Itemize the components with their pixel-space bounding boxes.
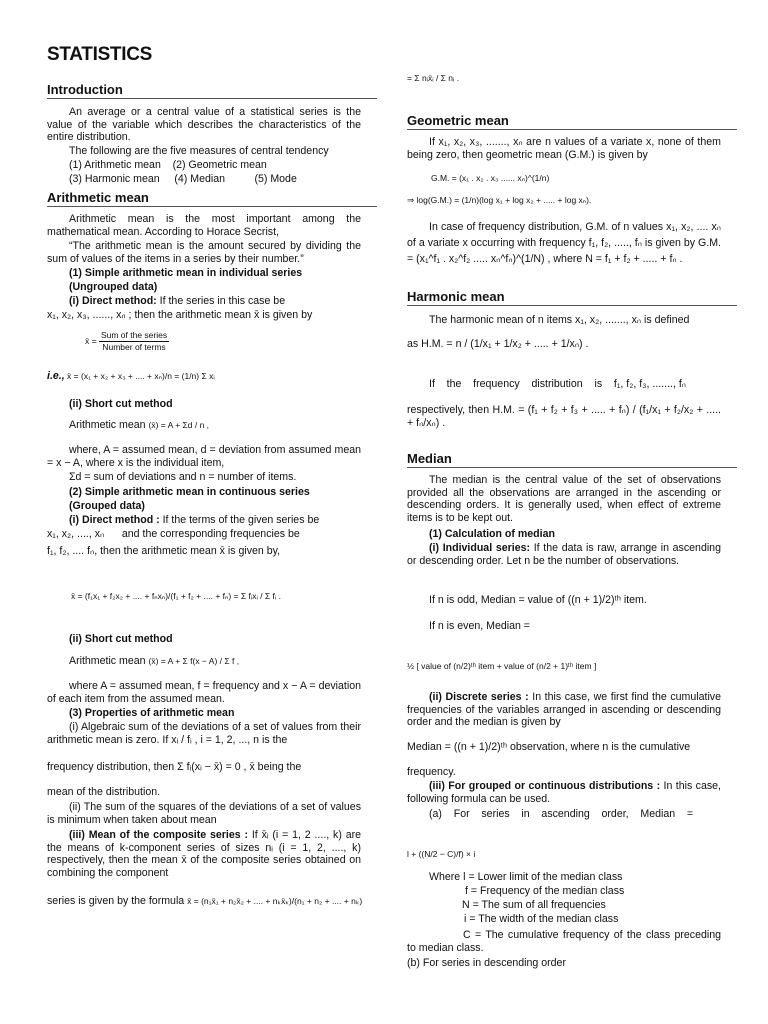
intro-measures-intro: The following are the five measures of central tendency bbox=[69, 145, 329, 157]
section-1-title: (1) Simple arithmetic mean in individual series bbox=[69, 267, 303, 279]
section-2-subtitle: (Grouped data) bbox=[69, 500, 145, 512]
ie-label: i.e., bbox=[47, 370, 65, 382]
discrete-series-label: (ii) Discrete series : bbox=[429, 691, 529, 703]
individual-series-text: If the data is raw, arrange in ascending or descending order. Let n be the number of observations. bbox=[407, 542, 721, 567]
am-quote: “The arithmetic mean is the amount secured by dividing the sum of values of the items in a series by their number.” bbox=[47, 240, 361, 265]
direct-method-2-vars: x₁, x₂, ...., xₙ and the corresponding frequencies be bbox=[47, 528, 300, 540]
direct-method-2-line bbox=[69, 514, 361, 527]
median-paragraph: The median is the central value of the set of observations provided all the observations are arranged in the ascending or descending orders. It is generally used, when effect of extreme items is to be kept out. bbox=[407, 474, 721, 524]
property-2: (ii) The sum of the squares of the deviations of a set of values is minimum when taken about mean bbox=[47, 801, 361, 826]
composite-formula-continued: = Σ nᵢx̄ᵢ / Σ nᵢ . bbox=[407, 73, 460, 83]
direct-method-vars: x₁, x₂, x₃, ......, xₙ ; then the arithmetic mean x̄ is given by bbox=[47, 309, 313, 321]
discrete-median-end: frequency. bbox=[407, 766, 456, 778]
discrete-series-text: In this case, we first find the cumulative frequencies of the variables arranged in ascending or descending order and the median is given by bbox=[407, 691, 721, 729]
property-1c: Σ fᵢ(xᵢ − x̄) = 0 , x̄ being the bbox=[177, 761, 302, 773]
gm-frequency-paragraph: In case of frequency distribution, G.M. of n values x₁, x₂, .... xₙ of a variate x occurring with frequency f₁, f₂, ....., fₙ is given by G.M. = (x₁^f₁ . x₂^f₂ ..... xₙ^fₙ)^(1/N) , where N = f₁ + f₂ + ..... + fₙ . bbox=[407, 221, 721, 265]
hm-frequency-formula: respectively, then H.M. = (f₁ + f₂ + f₃ + ..... + fₙ) / (f₁/x₁ + f₂/x₂ + ..... + fₙ/xₙ) . bbox=[407, 404, 721, 429]
ie-formula-text: x̄ = (x₁ + x₂ + x₃ + .... + xₙ)/n = (1/n) Σ xᵢ bbox=[67, 371, 215, 381]
hm-formula: as H.M. = n / (1/x₁ + 1/x₂ + ..... + 1/xₙ) . bbox=[407, 338, 589, 350]
am-heading: Arithmetic mean bbox=[47, 192, 377, 207]
property-3 bbox=[47, 829, 361, 879]
gm-heading: Geometric mean bbox=[407, 115, 737, 130]
sum-formula: x̄ = $\frac{\text{Sum of the series}}{\text{Number of terms}}$ bbox=[85, 330, 168, 352]
property-3-text: If x̄ᵢ (i = 1, 2 ...., k) are the means of k-component series of sizes nᵢ (i = 1, 2, ...., k) respectively, then the mean x̄ of the composite series obtained on combining the component bbox=[47, 829, 362, 879]
gm-log-formula: ⇒ log(G.M.) = (1/n)(log x₁ + log x₂ + ..... + log xₙ). bbox=[407, 195, 592, 205]
am-formula-label: Arithmetic mean bbox=[69, 419, 146, 431]
hm-heading: Harmonic mean bbox=[407, 291, 737, 306]
individual-series-label: (i) Individual series: bbox=[429, 542, 530, 554]
property-1d: mean of the distribution. bbox=[47, 786, 161, 798]
property-1-formula-line bbox=[47, 761, 361, 774]
where-cumulative-frequency: C = The cumulative frequency of the class preceding to median class. bbox=[407, 929, 721, 954]
individual-series bbox=[407, 542, 721, 567]
section-3-title: (3) Properties of arithmetic mean bbox=[69, 707, 235, 719]
short-cut-1-title: (ii) Short cut method bbox=[69, 398, 173, 410]
odd-median bbox=[429, 594, 647, 607]
where-sum-deviations: Σd = sum of deviations and n = number of items. bbox=[69, 471, 297, 483]
where-lower-limit: Where l = Lower limit of the median class bbox=[429, 871, 623, 883]
property-3-label: (iii) Mean of the composite series : bbox=[69, 829, 248, 841]
am-2-formula-label: Arithmetic mean bbox=[69, 655, 146, 667]
grouped-median bbox=[407, 780, 721, 805]
discrete-median-formula: Median = ((n + 1)/2)ᵗʰ observation, where n is the cumulative bbox=[407, 741, 691, 753]
where-frequency: where A = assumed mean, f = frequency and x − A = deviation of each item from the assumed mean. bbox=[47, 680, 361, 705]
gm-paragraph: If x₁, x₂, x₃, ......., xₙ are n values of a variate x, none of them being zero, then geometric mean (G.M.) is given by bbox=[407, 136, 721, 161]
even-median-text: If n is even, Median = bbox=[429, 620, 530, 632]
property-3-formula-line bbox=[47, 895, 361, 908]
odd-median-text: If n is odd, Median = value of bbox=[429, 594, 565, 606]
where-frequency-median: f = Frequency of the median class bbox=[465, 885, 625, 897]
direct-method-2-freq: f₁, f₂, .... fₙ, then the arithmetic mean x̄ is given by, bbox=[47, 545, 281, 557]
section-2-title: (2) Simple arithmetic mean in continuous series bbox=[69, 486, 310, 498]
property-3-end: series is given by the formula bbox=[47, 895, 185, 907]
direct-method-2-label: (i) Direct method : bbox=[69, 514, 160, 526]
composite-formula: x̄ = (n₁x̄₁ + n₂x̄₂ + .... + nₖx̄ₖ)/(n₁ + n₂ + .... + nₖ) bbox=[187, 896, 363, 906]
gm-formula: G.M. = (x₁ . x₂ . x₃ ...... xₙ)^(1/n) bbox=[431, 173, 550, 183]
grouped-median-text: In this case, following formula can be used. bbox=[407, 780, 722, 805]
short-cut-2-title: (ii) Short cut method bbox=[69, 633, 173, 645]
discrete-series bbox=[407, 691, 721, 729]
ie-formula bbox=[47, 370, 215, 383]
odd-median-formula: ((n + 1)/2)ᵗʰ item. bbox=[567, 594, 647, 606]
grouped-median-label: (iii) For grouped or continuous distributions : bbox=[429, 780, 661, 792]
am-formula-expr: (x̄) = A + Σd / n , bbox=[148, 420, 210, 430]
median-heading: Median bbox=[407, 453, 737, 468]
ascending-order-text: (a) For series in ascending order, Median = bbox=[429, 808, 694, 820]
where-sum-frequencies: N = The sum of all frequencies bbox=[462, 899, 606, 911]
page-title: STATISTICS bbox=[47, 44, 153, 65]
direct-method-text: If the series in this case be bbox=[159, 295, 286, 307]
am-shortcut-2-formula bbox=[69, 655, 239, 668]
am-shortcut-formula bbox=[69, 419, 209, 432]
direct-method-2-text: If the terms of the given series be bbox=[162, 514, 320, 526]
sum-formula-numerator: Sum of the series bbox=[100, 330, 168, 340]
hm-frequency-line: If the frequency distribution is f₁, f₂, f₃, ......., fₙ bbox=[429, 378, 687, 390]
measures-line-2: (3) Harmonic mean (4) Median (5) Mode bbox=[69, 173, 297, 185]
section-1-subtitle: (Ungrouped data) bbox=[69, 281, 158, 293]
direct-method-label: (i) Direct method: bbox=[69, 295, 157, 307]
ascending-median-formula: l + ((N/2 − C)/f) × i bbox=[407, 849, 476, 859]
property-1: (i) Algebraic sum of the deviations of a set of values from their arithmetic mean is zero. If xᵢ / fᵢ , i = 1, 2, ..., n is the bbox=[47, 721, 361, 746]
intro-paragraph: An average or a central value of a statistical series is the value of the variable which describes the characteristics of the entire distribution. bbox=[47, 106, 361, 144]
property-1b: frequency distribution, then bbox=[47, 761, 175, 773]
calc-median-title: (1) Calculation of median bbox=[429, 528, 555, 540]
hm-paragraph: The harmonic mean of n items x₁, x₂, ......., xₙ is defined bbox=[429, 314, 690, 326]
where-assumed-mean: where, A = assumed mean, d = deviation from assumed mean = x − A, where x is the individual item, bbox=[47, 444, 361, 469]
even-median-formula: ½ [ value of (n/2)ᵗʰ item + value of (n/2 + 1)ᵗʰ item ] bbox=[407, 661, 597, 671]
am-paragraph: Arithmetic mean is the most important among the mathematical mean. According to Horace Secrist, bbox=[47, 213, 361, 238]
where-class-width: i = The width of the median class bbox=[464, 913, 619, 925]
descending-order-text: (b) For series in descending order bbox=[407, 957, 566, 969]
sum-formula-denominator: Number of terms bbox=[102, 342, 166, 352]
direct-method-line bbox=[69, 295, 361, 308]
am-2-formula-expr: (x̄) = A + Σ f(x − A) / Σ f , bbox=[148, 656, 240, 666]
grouped-mean-formula: x̄ = (f₁x₁ + f₂x₂ + .... + fₙxₙ)/(f₁ + f₂ + .... + fₙ) = Σ fᵢxᵢ / Σ fᵢ . bbox=[71, 591, 281, 601]
intro-heading: Introduction bbox=[47, 84, 377, 99]
measures-line-1: (1) Arithmetic mean (2) Geometric mean bbox=[69, 159, 267, 171]
